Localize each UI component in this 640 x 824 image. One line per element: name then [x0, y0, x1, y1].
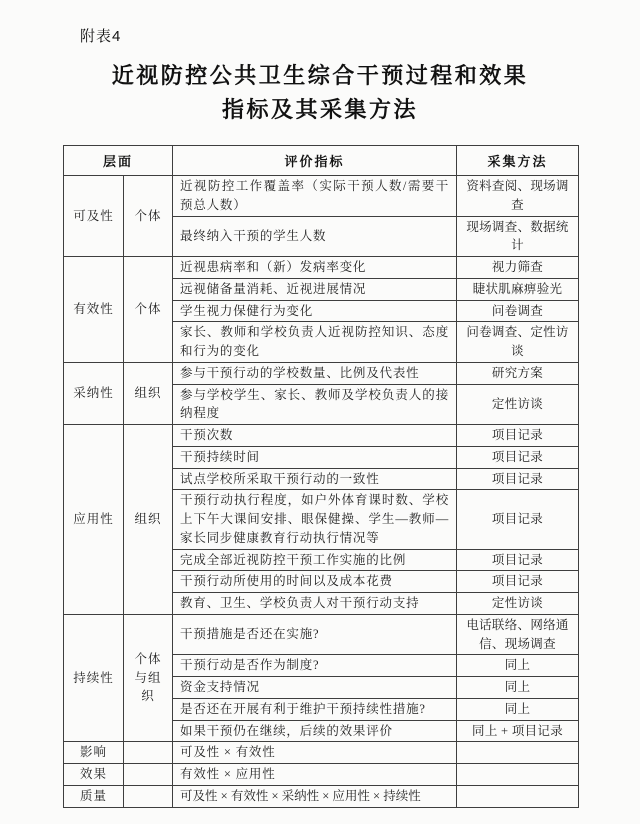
method-cell: 同上 + 项目记录	[457, 720, 579, 742]
sublevel-cell: 组织	[124, 425, 173, 615]
table-row	[64, 742, 579, 764]
indicator-cell: 干预行动执行程度，如户外体育课时数、学校上下午大课间安排、眼保健操、学生—教师—家长同步健康教育行动执行情况等	[173, 490, 457, 549]
method-cell: 项目记录	[457, 490, 579, 549]
table-row	[64, 764, 579, 786]
method-cell: 研究方案	[457, 362, 579, 384]
level-cell: 质量	[64, 785, 124, 807]
indicator-cell: 参与干预行动的学校数量、比例及代表性	[173, 362, 457, 384]
indicator-cell: 近视患病率和（新）发病率变化	[173, 257, 457, 279]
method-cell	[457, 785, 579, 807]
method-cell: 现场调查、数据统计	[457, 216, 579, 257]
table-header-row	[64, 146, 579, 176]
level-cell: 有效性	[64, 257, 124, 363]
page-title-line-2: 指标及其采集方法	[221, 97, 418, 122]
level-cell: 效果	[64, 764, 124, 786]
method-cell: 问卷调查	[457, 300, 579, 322]
level-cell: 影响	[64, 742, 124, 764]
method-cell: 视力筛查	[457, 257, 579, 279]
table-row	[64, 362, 579, 384]
page-title-line-1: 近视防控公共卫生综合干预过程和效果	[111, 63, 529, 88]
indicator-cell: 干预次数	[173, 425, 457, 447]
method-cell: 资料查阅、现场调查	[457, 176, 579, 217]
level-cell: 采纳性	[64, 362, 124, 424]
method-cell	[457, 764, 579, 786]
indicator-cell: 干预持续时间	[173, 446, 457, 468]
method-cell: 项目记录	[457, 446, 579, 468]
indicator-cell: 干预行动所使用的时间以及成本花费	[173, 571, 457, 593]
table-row	[64, 614, 579, 655]
page-title	[0, 59, 640, 127]
level-cell: 可及性	[64, 176, 124, 257]
sublevel-cell	[124, 742, 173, 764]
method-cell: 定性访谈	[457, 384, 579, 425]
sublevel-cell	[124, 785, 173, 807]
method-cell: 项目记录	[457, 468, 579, 490]
indicator-cell: 学生视力保健行为变化	[173, 300, 457, 322]
indicator-cell: 可及性 × 有效性 × 采纳性 × 应用性 × 持续性	[173, 785, 457, 807]
method-cell	[457, 742, 579, 764]
method-cell: 问卷调查、定性访谈	[457, 322, 579, 363]
indicator-cell: 有效性 × 应用性	[173, 764, 457, 786]
table-row	[64, 257, 579, 279]
indicator-cell: 参与学校学生、家长、教师及学校负责人的接纳程度	[173, 384, 457, 425]
method-cell: 定性访谈	[457, 593, 579, 615]
indicator-cell: 完成全部近视防控干预工作实施的比例	[173, 549, 457, 571]
sublevel-cell: 个体	[124, 257, 173, 363]
level-cell: 持续性	[64, 614, 124, 742]
column-header-indicator: 评价指标	[173, 146, 457, 176]
indicator-cell: 是否还在开展有利于维护干预持续性措施?	[173, 698, 457, 720]
table-row	[64, 176, 579, 217]
method-cell: 同上	[457, 698, 579, 720]
method-cell: 同上	[457, 655, 579, 677]
method-cell: 同上	[457, 677, 579, 699]
sublevel-cell: 个体	[124, 176, 173, 257]
indicator-cell: 可及性 × 有效性	[173, 742, 457, 764]
level-cell: 应用性	[64, 425, 124, 615]
method-cell: 电话联络、网络通信、现场调查	[457, 614, 579, 655]
indicator-cell: 家长、教师和学校负责人近视防控知识、态度和行为的变化	[173, 322, 457, 363]
table-container	[63, 145, 640, 808]
sublevel-cell	[124, 764, 173, 786]
method-cell: 项目记录	[457, 571, 579, 593]
method-cell: 睫状肌麻痹验光	[457, 278, 579, 300]
indicators-table	[63, 145, 579, 808]
sublevel-cell: 组织	[124, 362, 173, 424]
column-header-level: 层面	[64, 146, 173, 176]
indicator-cell: 近视防控工作覆盖率（实际干预人数/需要干预总人数）	[173, 176, 457, 217]
indicator-cell: 干预措施是否还在实施?	[173, 614, 457, 655]
sublevel-cell: 个体与组织	[124, 614, 173, 742]
indicator-cell: 干预行动是否作为制度?	[173, 655, 457, 677]
method-cell: 项目记录	[457, 425, 579, 447]
indicator-cell: 试点学校所采取干预行动的一致性	[173, 468, 457, 490]
column-header-method: 采集方法	[457, 146, 579, 176]
table-row	[64, 785, 579, 807]
indicator-cell: 远视储备量消耗、近视进展情况	[173, 278, 457, 300]
indicator-cell: 最终纳入干预的学生人数	[173, 216, 457, 257]
appendix-label: 附表4	[80, 28, 122, 45]
method-cell: 项目记录	[457, 549, 579, 571]
indicator-cell: 如果干预仍在继续，后续的效果评价	[173, 720, 457, 742]
indicator-cell: 资金支持情况	[173, 677, 457, 699]
table-row	[64, 425, 579, 447]
indicator-cell: 教育、卫生、学校负责人对干预行动支持	[173, 593, 457, 615]
